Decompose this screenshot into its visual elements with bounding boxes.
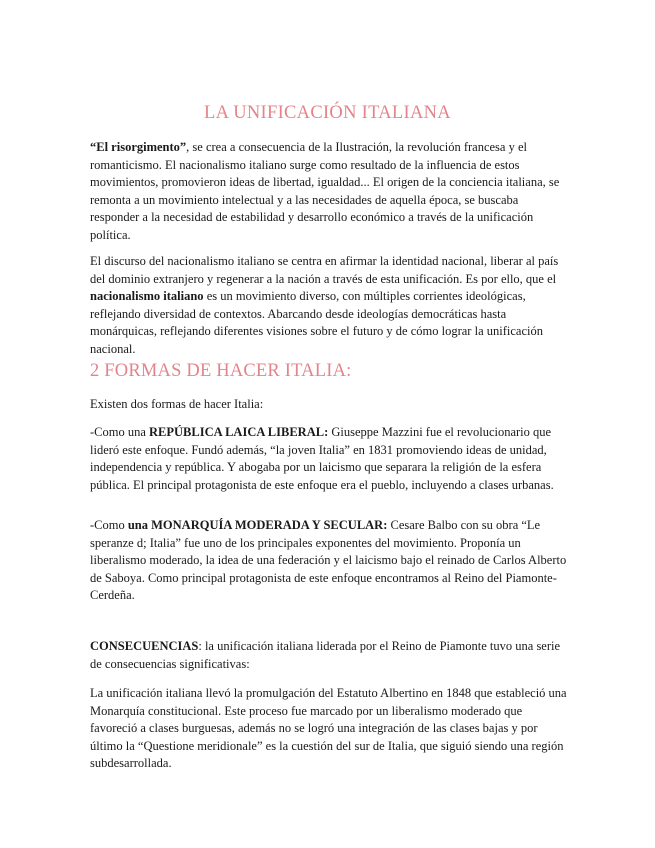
- paragraph-monarquia: [90, 517, 570, 605]
- term-republica-laica-liberal: REPÚBLICA LAICA LIBERAL:: [149, 425, 329, 439]
- term-nacionalismo-italiano: nacionalismo italiano: [90, 289, 204, 303]
- paragraph-text: -Como: [90, 518, 128, 532]
- paragraph-text: es un movimiento diverso, con múltiples corrientes ideológicas, reflejando diversidad de contextos. Abarcando desde ideologías democráticas hasta monárquicas, reflejando diferentes visiones sobre el futuro y de cómo lograr la unificación nacional.: [90, 289, 543, 356]
- document-title: LA UNIFICACIÓN ITALIANA: [204, 103, 451, 123]
- paragraph-nacionalismo: [90, 253, 570, 358]
- paragraph-text: El discurso del nacionalismo italiano se centra en afirmar la identidad nacional, liberar al país del dominio extranjero y regenerar a la nación a través de esta unificación. Es por ello, que el: [90, 254, 559, 286]
- term-risorgimento: “El risorgimento”: [90, 140, 187, 154]
- paragraph-text: Giuseppe Mazzini fue el revolucionario que lideró este enfoque. Fundó además, “la joven Italia” en 1831 promoviendo ideas de unidad, independencia y república. Y abogaba por un laicismo que separara la religión de la esfera pública. El principal protagonista de este enfoque era el pueblo, incluyendo a clases urbanas.: [90, 425, 554, 492]
- paragraph-text: : la unificación italiana liderada por el Reino de Piamonte tuvo una serie de consecuencias significativas:: [90, 639, 561, 671]
- paragraph-intro-formas: Existen dos formas de hacer Italia:: [90, 397, 264, 411]
- section-heading-formas: 2 FORMAS DE HACER ITALIA:: [90, 361, 352, 381]
- paragraph-text: -Como una: [90, 425, 150, 439]
- paragraph-text: , se crea a consecuencia de la Ilustración, la revolución francesa y el romanticismo. El nacionalismo italiano surge como resultado de la influencia de estos movimientos, promovieron ideas de libertad, igualdad... El origen de la conciencia italiana, se remonta a un movimiento intelectual y a las necesidades de aquella época, se buscaba responder a la necesidad de estabilidad y desarrollo económico a través de la unificación política.: [90, 140, 560, 242]
- term-monarquia-moderada: una MONARQUÍA MODERADA Y SECULAR:: [127, 518, 388, 532]
- paragraph-risorgimento: [90, 139, 570, 244]
- paragraph-consecuencias: [90, 638, 570, 673]
- term-consecuencias: CONSECUENCIAS: [90, 639, 199, 653]
- paragraph-republica: [90, 424, 570, 494]
- paragraph-conclusion: La unificación italiana llevó la promulgación del Estatuto Albertino en 1848 que estableció una Monarquía constitucional. Este proceso fue marcado por un liberalismo moderado que favoreció a clases burguesas, además no se logró una integración de las clases bajas y por último la “Questione meridionale” es la cuestión del sur de Italia, que siguió siendo una región subdesarrollada.: [90, 686, 567, 770]
- paragraph-text: Cesare Balbo con su obra “Le speranze d; Italia” fue uno de los principales exponentes del movimiento. Proponía un liberalismo moderado, la idea de una federación y el laicismo bajo el reinado de Carlos Alberto de Saboya. Como principal protagonista de este enfoque encontramos al Reino del Piamonte-Cerdeña.: [90, 518, 567, 602]
